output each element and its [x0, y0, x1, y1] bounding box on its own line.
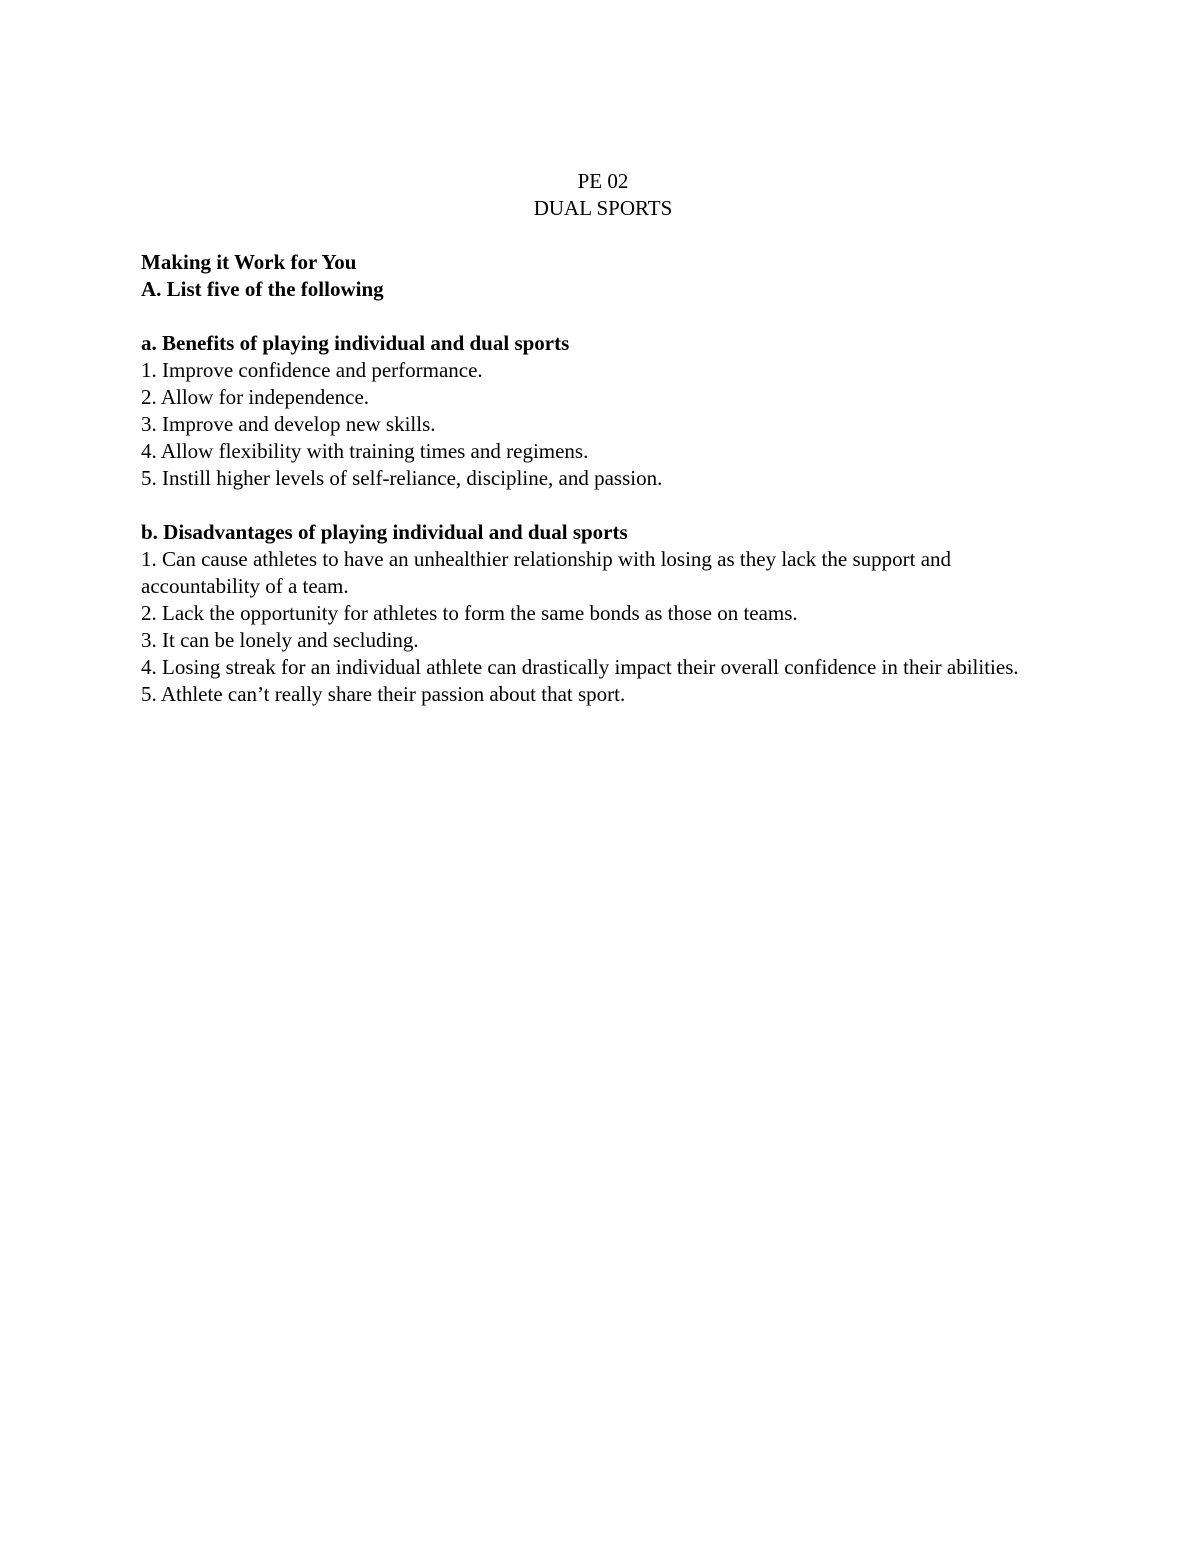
list-item: 5. Instill higher levels of self-reliance, discipline, and passion.: [141, 466, 663, 490]
list-item: 3. Improve and develop new skills.: [141, 412, 436, 436]
section-title: Making it Work for You: [141, 250, 357, 274]
benefits-heading: a. Benefits of playing individual and dual sports: [141, 331, 570, 355]
list-item: 5. Athlete can’t really share their passion about that sport.: [141, 682, 626, 706]
list-item: 1. Can cause athletes to have an unhealthier relationship with losing as they lack the support and accountability of a team.: [141, 547, 952, 598]
course-code: PE 02: [577, 169, 629, 193]
document-content: [141, 168, 1061, 708]
list-item: 2. Lack the opportunity for athletes to form the same bonds as those on teams.: [141, 601, 798, 625]
title-block: [143, 168, 1063, 222]
course-subject: DUAL SPORTS: [533, 196, 673, 220]
section-instruction: A. List five of the following: [141, 277, 384, 301]
spacer: [141, 492, 1061, 519]
benefits-list: [141, 357, 1061, 492]
list-item: 4. Allow flexibility with training times and regimens.: [141, 439, 589, 463]
list-item: 4. Losing streak for an individual athlete can drastically impact their overall confidence in their abilities.: [141, 655, 1019, 679]
spacer: [141, 222, 1061, 249]
disadvantages-list: [141, 546, 1061, 708]
spacer: [141, 303, 1061, 330]
list-item: 1. Improve confidence and performance.: [141, 358, 483, 382]
list-item: 2. Allow for independence.: [141, 385, 370, 409]
list-item: 3. It can be lonely and secluding.: [141, 628, 419, 652]
disadvantages-heading: b. Disadvantages of playing individual and dual sports: [141, 520, 628, 544]
